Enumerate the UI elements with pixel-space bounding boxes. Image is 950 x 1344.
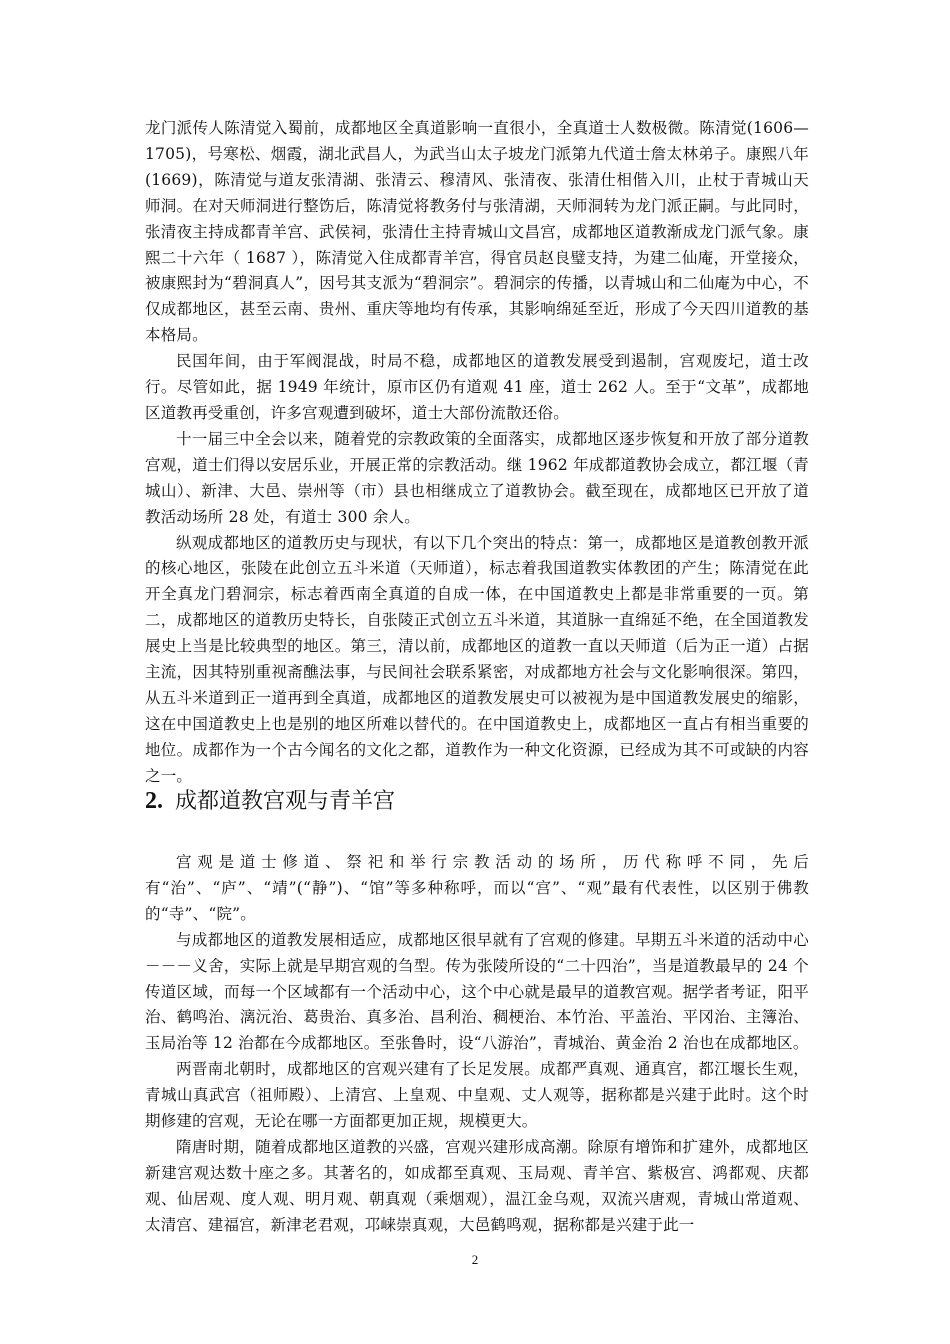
body-text-upper (145, 116, 809, 790)
section-number: 2. (145, 788, 163, 814)
paragraph: 民国年间，由于军阀混战，时局不稳，成都地区的道教发展受到遏制，宫观废圮，道士改行。尽管如此，据 1949 年统计，原市区仍有道观 41 座，道士 262 人。至于“文革”，成都地区道教再受重创，许多宫观遭到破坏，道士大部份流散还俗。 (145, 352, 809, 422)
paragraph: 隋唐时期，随着成都地区道教的兴盛，宫观兴建形成高潮。除原有增饰和扩建外，成都地区新建宫观达数十座之多。其著名的，如成都至真观、玉局观、青羊宫、紫极宫、鸿都观、庆都观、仙居观、度人观、明月观、朝真观（乘烟观），温江金乌观，双流兴唐观，青城山常道观、太清宫、建福宫，新津老君观，邛崃崇真观，大邑鹤鸣观，据称都是兴建于此一 (145, 1137, 809, 1234)
paragraph: 与成都地区的道教发展相适应，成都地区很早就有了宫观的修建。早期五斗米道的活动中心－－－义舍，实际上就是早期宫观的刍型。传为张陵所设的“二十四治”，当是道教最早的 24 个传道区域，而每一个区域都有一个活动中心，这个中心就是最早的道教宫观。据学者考证，阳平治、鹤鸣治、漓沅治、葛贵治、真多治、昌利治、稠梗治、本竹治、平盖治、平冈治、主簿治、玉局治等 12 治都在今成都地区。至张鲁时，设“八游治”，青城治、黄金治 2 治也在成都地区。 (145, 930, 809, 1053)
paragraph: 两晋南北朝时，成都地区的宫观兴建有了长足发展。成都严真观、通真宫，都江堰长生观，青城山真武宫（祖师殿）、上清宫、上皇观、中皇观、丈人观等，据称都是兴建于此时。这个时期修建的宫观，无论在哪一方面都更加正规，规模更大。 (145, 1060, 809, 1131)
paragraph: 纵观成都地区的道教历史与现状，有以下几个突出的特点：第一，成都地区是道教创教开派的核心地区，张陵在此创立五斗米道（天师道），标志着我国道教实体教团的产生；陈清觉在此开全真龙门碧洞宗，标志着西南全真道的自成一体，在中国道教史上都是非常重要的一页。第二，成都地区的道教历史特长，自张陵正式创立五斗米道，其道脉一直绵延不绝，在全国道教发展史上当是比较典型的地区。第三，清以前，成都地区的道教一直以天师道（后为正一道）占据主流，因其特别重视斋醮法事，与民间社会联系紧密，对成都地方社会与文化影响很深。第四，从五斗米道到正一道再到全真道，成都地区的道教发展史可以被视为是中国道教发展史的缩影，这在中国道教史上也是别的地区所难以替代的。在中国道教史上，成都地区一直占有相当重要的地位。成都作为一个古今闻名的文化之都，道教作为一种文化资源，已经成为其不可或缺的内容之一。 (145, 533, 809, 785)
page-number: 2 (471, 1252, 479, 1267)
body-text-lower (145, 850, 809, 1239)
paragraph: 龙门派传人陈清觉入蜀前，成都地区全真道影响一直很小，全真道士人数极微。陈清觉(1606—1705)，号寒松、烟霞，湖北武昌人，为武当山太子坡龙门派第九代道士詹太林弟子。康熙八年(1669)，陈清觉与道友张清湖、张清云、穆清风、张清夜、张清仕相偕入川，止杖于青城山天师洞。在对天师洞进行整饬后，陈清觉将教务付与张清湖，天师洞转为龙门派正嗣。与此同时，张清夜主持成都青羊宫、武侯祠，张清仕主持青城山文昌宫，成都地区道教渐成龙门派气象。康熙二十六年（ 1687 ），陈清觉入住成都青羊宫，得官员赵良璧支持，为建二仙庵，开堂接众，被康熙封为“碧洞真人”，因号其支派为“碧洞宗”。碧洞宗的传播，以青城山和二仙庵为中心，不仅成都地区，甚至云南、贵州、重庆等地均有传承，其影响绵延至近，形成了今天四川道教的基本格局。 (145, 119, 809, 345)
section-title: 成都道教宫观与青羊宫 (175, 789, 396, 814)
paragraph: 十一届三中全会以来，随着党的宗教政策的全面落实，成都地区逐步恢复和开放了部分道教宫观，道士们得以安居乐业，开展正常的宗教活动。继 1962 年成都道教协会成立，都江堰（青城山）、新津、大邑、崇州等（市）县也相继成立了道教协会。截至现在，成都地区已开放了道教活动场所 28 处，有道士 300 余人。 (145, 429, 809, 526)
paragraph: 宫观是道士修道、祭祀和举行宗教活动的场所，历代称呼不同，先后有“治”、“庐”、“靖”(“静”)、“馆”等多种称呼，而以“宫”、“观”最有代表性，以区别于佛教的“寺”、“院”。 (145, 853, 809, 923)
section-heading (145, 786, 395, 817)
